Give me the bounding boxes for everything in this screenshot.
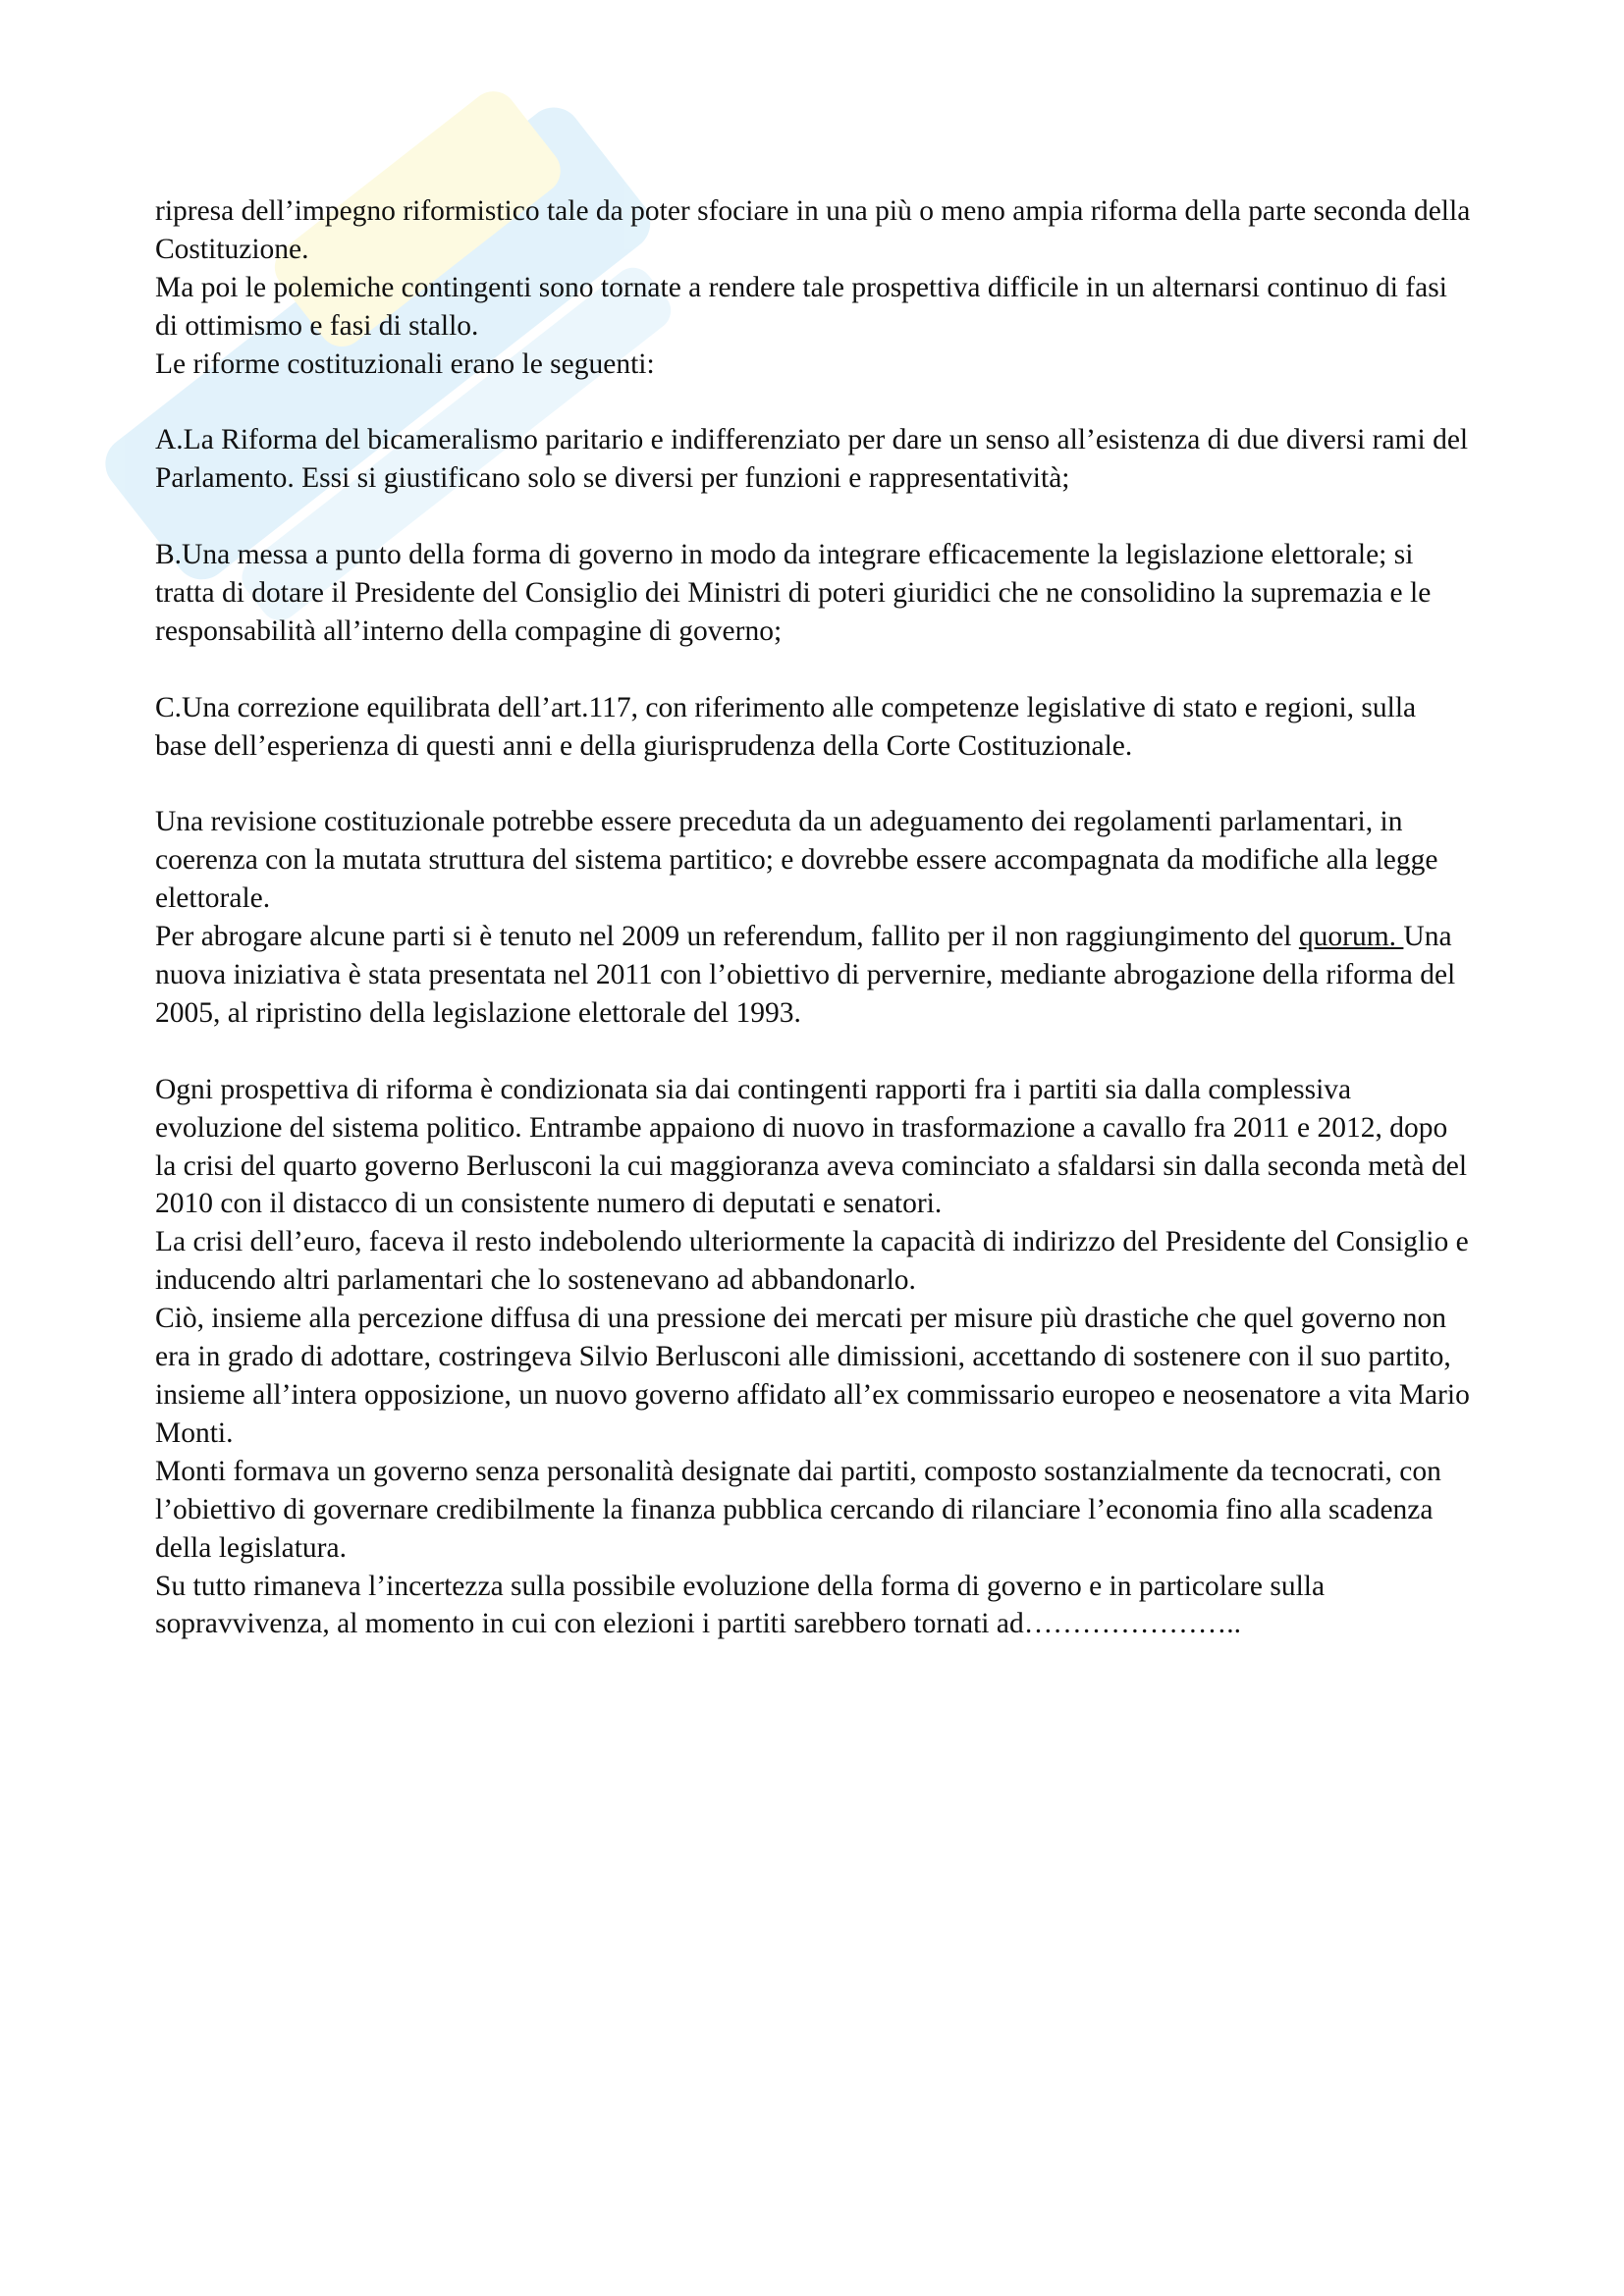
- paragraph-4: Una revisione costituzionale potrebbe essere preceduta da un adeguamento dei regolamenti parlamentari, in coerenza con la mutata struttura del sistema partitico; e dovrebbe essere accompagnata da modifiche alla legge elettorale.: [155, 806, 1438, 915]
- paragraph-5: [155, 918, 1471, 1033]
- spacer: [155, 651, 1471, 689]
- paragraph-6: Ogni prospettiva di riforma è condizionata sia dai contingenti rapporti fra i partiti sia dalla complessiva evoluzione del sistema politico. Entrambe appaiono di nuovo in trasformazione a cavallo fra 2011 e 2012, dopo la crisi del quarto governo Berlusconi la cui maggioranza aveva cominciato a sfaldarsi sin dalla seconda metà del 2010 con il distacco di un consistente numero di deputati e senatori.: [155, 1073, 1468, 1220]
- paragraph-3: Le riforme costituzionali erano le seguenti:: [155, 347, 655, 380]
- paragraph-5-start: Per abrogare alcune parti si è tenuto nel 2009 un referendum, fallito per il non raggiungimento del: [155, 921, 1299, 953]
- paragraph-9: Monti formava un governo senza personalità designate dai partiti, composto sostanzialmente da tecnocrati, con l’obiettivo di governare credibilmente la finanza pubblica cercando di rilanciare l’economia fino alla scadenza della legislatura.: [155, 1455, 1441, 1564]
- paragraph-2: Ma poi le polemiche contingenti sono tornate a rendere tale prospettiva difficile in un alternarsi continuo di fasi di ottimismo e fasi di stallo.: [155, 271, 1447, 342]
- list-item-b: B.Una messa a punto della forma di governo in modo da integrare efficacemente la legislazione elettorale; si tratta di dotare il Presidente del Consiglio dei Ministri di poteri giuridici che ne consolidino la supremazia e le responsabilità all’interno della compagine di governo;: [155, 539, 1432, 647]
- document-body: [155, 192, 1471, 1643]
- paragraph-1: ripresa dell’impegno riformistico tale da poter sfociare in una più o meno ampia riforma della parte seconda della Costituzione.: [155, 195, 1471, 265]
- paragraph-10: Su tutto rimaneva l’incertezza sulla possibile evoluzione della forma di governo e in particolare sulla sopravvivenza, al momento in cui con elezioni i partiti sarebbero tornati ad…………………..: [155, 1570, 1326, 1640]
- paragraph-7: La crisi dell’euro, faceva il resto indebolendo ulteriormente la capacità di indirizzo del Presidente del Consiglio e inducendo altri parlamentari che lo sostenevano ad abbandonarlo.: [155, 1226, 1469, 1297]
- spacer: [155, 384, 1471, 422]
- spacer: [155, 498, 1471, 536]
- paragraph-8: Ciò, insieme alla percezione diffusa di una pressione dei mercati per misure più drastiche che quel governo non era in grado di adottare, costringeva Silvio Berlusconi alle dimissioni, accettando di sostenere con il suo partito, insieme all’intera opposizione, un nuovo governo affidato all’ex commissario europeo e neosenatore a vita Mario Monti.: [155, 1303, 1470, 1449]
- quorum-underlined: quorum.: [1298, 921, 1404, 953]
- list-item-a: A.La Riforma del bicameralismo paritario e indifferenziato per dare un senso all’esistenza di due diversi rami del Parlamento. Essi si giustificano solo se diversi per funzioni e rappresentatività;: [155, 424, 1469, 495]
- list-item-c: C.Una correzione equilibrata dell’art.117, con riferimento alle competenze legislative di stato e regioni, sulla base dell’esperienza di questi anni e della giurisprudenza della Corte Costituzionale.: [155, 691, 1417, 762]
- spacer: [155, 766, 1471, 804]
- paragraph-5-end: Una nuova iniziativa è stata presentata nel 2011 con l’obiettivo di pervernire, mediante abrogazione della riforma del 2005, al ripristino della legislazione elettorale del 1993.: [155, 921, 1456, 1029]
- spacer: [155, 1033, 1471, 1071]
